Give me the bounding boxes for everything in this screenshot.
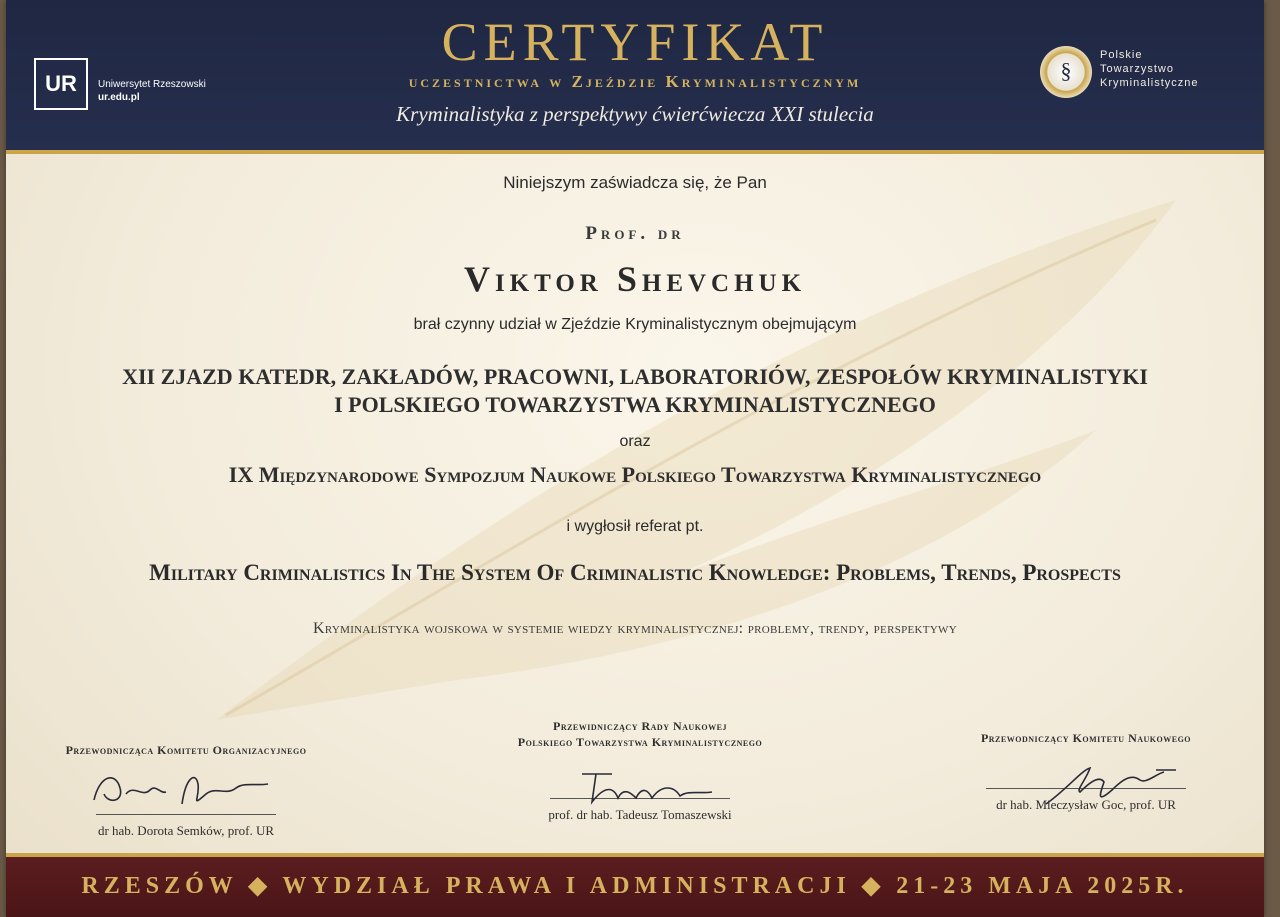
event-one-line: I POLSKIEGO TOWARZYSTWA KRYMINALISTYCZNEGO [334,392,936,417]
university-url: ur.edu.pl [98,92,140,103]
header-divider [6,150,1264,154]
certificate-title: CERTYFIKAT [441,12,829,72]
handwritten-signature-icon [1036,760,1206,810]
university-logo: UR [34,58,88,110]
certificate-header [6,0,1264,150]
certificate-subtitle: uczestnictwa w Zjeździe Kryminalistycznym [408,72,862,91]
society-name-line: Kryminalistyczne [1100,77,1199,89]
conjunction-text: oraz [619,433,651,450]
signatory-name: prof. dr hab. Tadeusz Tomaszewski [548,807,732,822]
lecture-title-polish: Kryminalistyka wojskowa w systemie wiedzy kryminalistycznej: problemy, trendy, perspektywy [313,620,957,637]
recipient-degree: Prof. dr [585,223,685,244]
certificate-footer [6,857,1264,917]
congress-motto: Kryminalistyka z perspektywy ćwierćwiecza XXI stulecia [396,102,874,126]
society-logo-text [1100,48,1199,90]
lecture-title-english: Military Criminalistics In The System Of Criminalistic Knowledge: Problems, Trends, Prospects [149,560,1121,585]
certificate [6,0,1264,917]
handwritten-signature-icon [562,764,732,810]
handwritten-signature-icon [86,764,276,814]
society-name-line: Polskie [1100,49,1143,61]
university-name: Uniwersytet Rzeszowski [98,79,206,90]
footer-text: RZESZÓW ◆ WYDZIAŁ PRAWA I ADMINISTRACJI ◆ 21-23 MAJA 2025R. [81,873,1189,899]
signatory-role: Polskiego Towarzystwa Kryminalistycznego [517,735,763,749]
signature-line [96,814,276,815]
event-one [6,363,1264,419]
intro-text: Niniejszym zaświadcza się, że Pan [503,173,767,192]
section-sign-seal-icon [1040,46,1092,98]
signatory-role: Przewodnicząca Komitetu Organizacyjnego [65,743,307,757]
event-one-line: XII ZJAZD KATEDR, ZAKŁADÓW, PRACOWNI, LABORATORIÓW, ZESPOŁÓW KRYMINALISTYKI [122,364,1148,389]
signatory-role: Przewidniczący Rady Naukowej [552,719,727,733]
signatory-name: dr hab. Dorota Semków, prof. UR [97,823,275,838]
event-two: IX Międzynarodowe Sympozjum Naukowe Polskiego Towarzystwa Kryminalistycznego [228,462,1042,487]
recipient-name: Viktor Shevchuk [463,259,807,299]
society-name-line: Towarzystwo [1100,63,1174,75]
participation-text: brał czynny udział w Zjeździe Kryminalistycznym obejmującym [413,316,857,333]
lecture-intro: i wygłosił referat pt. [566,518,704,535]
signatory-role: Przewodniczący Komitetu Naukowego [980,731,1192,745]
signatory-name: dr hab. Mieczysław Goc, prof. UR [996,797,1176,812]
